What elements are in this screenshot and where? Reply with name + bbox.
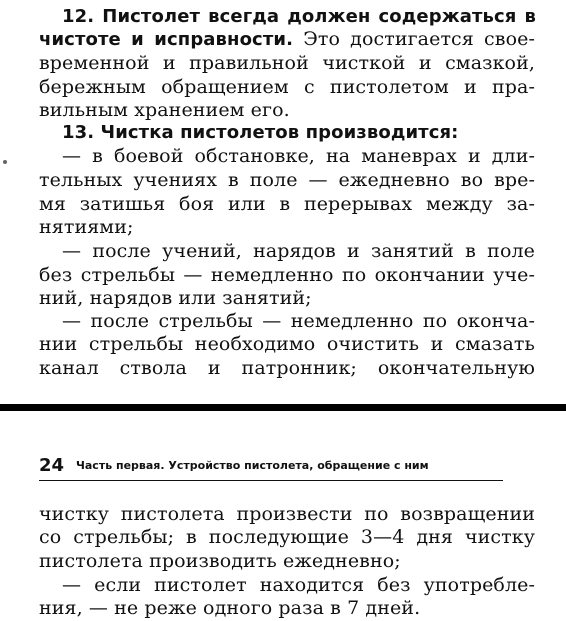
body-text: — после стрельбы — немедленно по оконча- [62, 310, 535, 332]
body-text: нятиями; [39, 216, 134, 238]
paragraph-13-item-3-line-3 [39, 357, 535, 380]
paragraph-13-line-4 [39, 216, 133, 239]
body-text: тельных учениях в поле — ежедневно во вре- [39, 169, 535, 191]
body-text: вильным хранением его. [39, 99, 290, 121]
continued-line-4 [62, 574, 535, 597]
continued-line-2 [39, 526, 535, 549]
paragraph-12-line-2 [39, 28, 535, 51]
paragraph-12-line-1 [62, 5, 536, 28]
running-title: Часть первая. Устройство пистолета, обращение с ним [76, 459, 429, 472]
paragraph-13-item-2-line-2 [39, 264, 535, 287]
body-text: — в боевой обстановке, на маневрах и дли- [62, 145, 535, 167]
body-text: канал ствола и патронник; окончательную [39, 357, 535, 379]
body-text: ния, — не реже одного раза в 7 дней. [39, 597, 421, 619]
scan-speck [3, 160, 7, 164]
paragraph-13-line-2 [39, 169, 535, 192]
continued-line-1 [39, 503, 535, 526]
body-text: Это достигается свое- [293, 28, 536, 50]
paragraph-13-line-1 [62, 145, 535, 168]
body-text: со стрельбы; в последующие 3—4 дня чистку [39, 526, 535, 548]
bottom-text-block [0, 414, 566, 621]
body-text: без стрельбы — немедленно по окончании уче- [39, 264, 535, 286]
body-text: — после учений, нарядов и занятий в поле [62, 240, 535, 262]
continued-line-5 [39, 597, 420, 620]
body-text: нии стрельбы необходимо очистить и смазать [39, 333, 535, 355]
paragraph-13-line-3 [39, 193, 535, 216]
paragraph-12-line-3 [39, 52, 535, 75]
body-text: временной и правильной чисткой и смазкой, [39, 52, 535, 74]
paragraph-12-line-5 [39, 99, 290, 122]
body-text: мя затишья боя или в перерывах между за- [39, 193, 535, 215]
bold-heading: 12. Пистолет всегда должен содержаться в [62, 6, 536, 27]
bold-heading-continuation: чистоте и исправности. [39, 29, 294, 50]
paragraph-13-item-3-line-1 [62, 310, 535, 333]
paragraph-13-item-2-line-3 [39, 287, 312, 310]
paragraph-13-item-3-line-2 [39, 333, 535, 356]
paragraph-13-item-2-line-1 [62, 240, 535, 263]
paragraph-12-line-4 [39, 76, 535, 99]
page-number: 24 [39, 455, 65, 476]
continued-line-3 [39, 550, 401, 573]
paragraph-13-heading [62, 121, 458, 144]
body-text: пистолета производить ежедневно; [39, 550, 401, 572]
bold-heading: 13. Чистка пистолетов производится: [62, 122, 459, 143]
page-divider [0, 404, 566, 411]
body-text: бережным обращением с пистолетом и пра- [39, 76, 535, 98]
body-text: — если пистолет находится без употребле- [62, 574, 535, 596]
body-text: чистку пистолета произвести по возвращении [39, 503, 535, 525]
body-text: ний, нарядов или занятий; [39, 287, 312, 309]
